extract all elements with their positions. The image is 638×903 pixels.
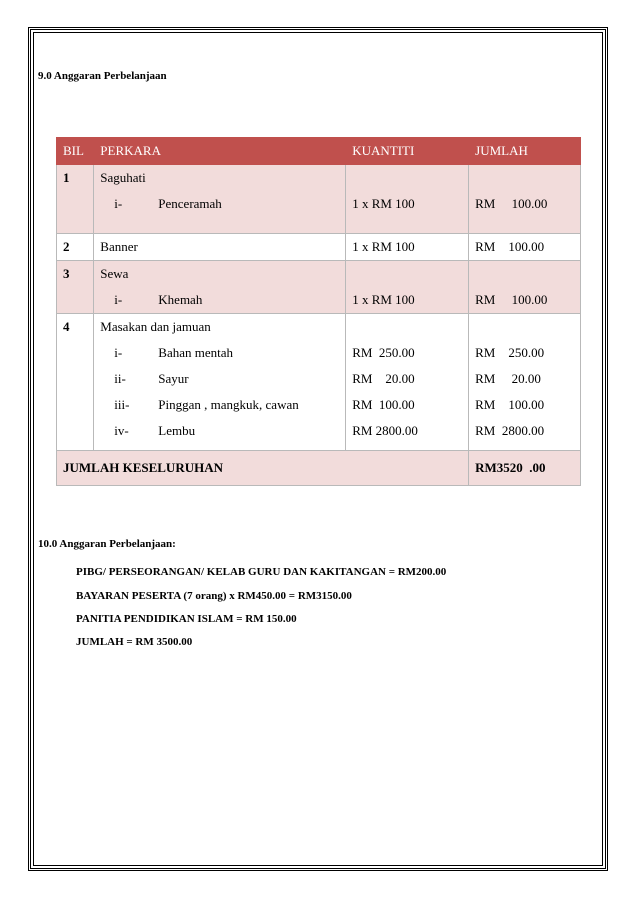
- sub-amount: RM 20.00: [475, 371, 541, 386]
- sub-number: ii-: [114, 371, 126, 386]
- sub-qty: 1 x RM 100: [352, 292, 415, 307]
- table-row: [57, 314, 581, 451]
- sub-number: iii-: [114, 397, 130, 412]
- header-kuantiti: KUANTITI: [346, 138, 469, 165]
- row-amount: RM 100.00: [475, 239, 545, 254]
- row-item: Saguhati: [100, 170, 146, 185]
- total-value: RM3520 .00: [469, 451, 581, 486]
- header-bil: BIL: [57, 138, 94, 165]
- sub-amount: RM 100.00: [475, 397, 545, 412]
- sub-label: Bahan mentah: [158, 345, 234, 360]
- row-bil: 1: [63, 170, 70, 185]
- sub-qty: RM 2800.00: [352, 423, 418, 438]
- sub-amount: RM 2800.00: [475, 423, 545, 438]
- sub-qty: RM 250.00: [352, 345, 415, 360]
- section-9-heading: 9.0 Anggaran Perbelanjaan: [38, 70, 167, 82]
- funding-line-2: BAYARAN PESERTA (7 orang) x RM450.00 = RM3150.00: [76, 590, 352, 602]
- sub-amount: RM 100.00: [475, 292, 548, 307]
- sub-number: i-: [114, 345, 123, 360]
- sub-label: Pinggan , mangkuk, cawan: [158, 397, 299, 412]
- row-item: Banner: [100, 239, 138, 254]
- sub-qty: RM 100.00: [352, 397, 415, 412]
- sub-amount: RM 250.00: [475, 345, 545, 360]
- row-item: Sewa: [100, 266, 129, 281]
- row-bil: 4: [63, 319, 70, 334]
- sub-amount: RM 100.00: [475, 196, 548, 211]
- section-10-heading: 10.0 Anggaran Perbelanjaan:: [38, 538, 176, 550]
- header-perkara: PERKARA: [94, 138, 346, 165]
- table-row: [57, 234, 581, 261]
- total-label: JUMLAH KESELURUHAN: [57, 451, 469, 486]
- sub-qty: 1 x RM 100: [352, 196, 415, 211]
- sub-label: Sayur: [158, 371, 189, 386]
- row-qty: 1 x RM 100: [352, 239, 415, 254]
- sub-label: Penceramah: [158, 196, 222, 211]
- sub-label: Lembu: [158, 423, 196, 438]
- row-bil: 3: [63, 266, 70, 281]
- table-row: [57, 165, 581, 234]
- sub-number: i-: [114, 292, 123, 307]
- sub-label: Khemah: [158, 292, 203, 307]
- table-header-row: [57, 138, 581, 165]
- budget-table: [56, 137, 581, 486]
- sub-number: i-: [114, 196, 123, 211]
- funding-line-1: PIBG/ PERSEORANGAN/ KELAB GURU DAN KAKITANGAN = RM200.00: [76, 566, 447, 578]
- row-item: Masakan dan jamuan: [100, 319, 211, 334]
- table-row: [57, 261, 581, 314]
- funding-total: JUMLAH = RM 3500.00: [76, 636, 193, 648]
- header-jumlah: JUMLAH: [469, 138, 581, 165]
- row-bil: 2: [63, 239, 70, 254]
- funding-line-3: PANITIA PENDIDIKAN ISLAM = RM 150.00: [76, 613, 297, 625]
- sub-number: iv-: [114, 423, 129, 438]
- sub-qty: RM 20.00: [352, 371, 415, 386]
- total-row: [57, 451, 581, 486]
